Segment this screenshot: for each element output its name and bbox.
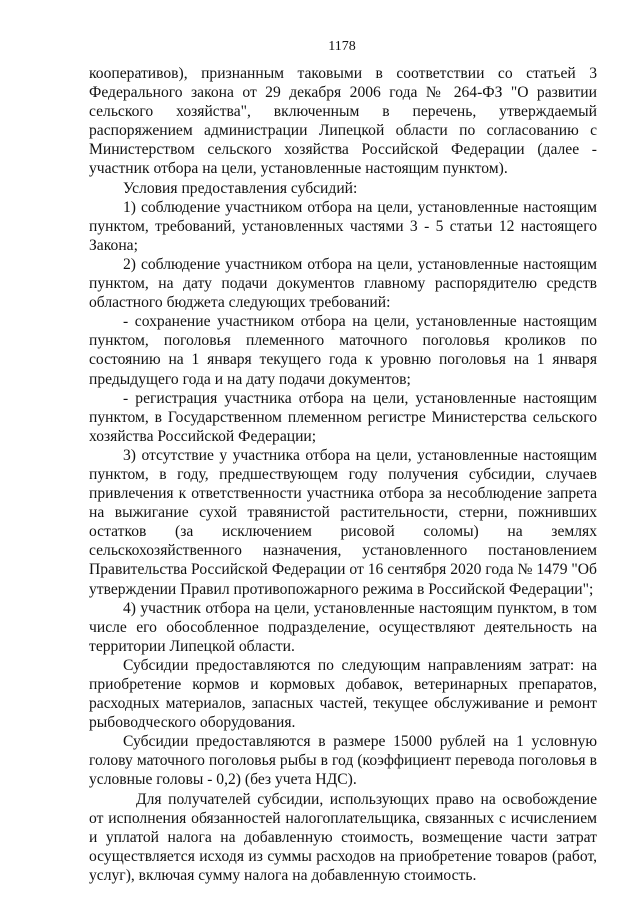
document-body	[89, 64, 597, 885]
paragraph-cost-directions: Субсидии предоставляются по следующим направлениям затрат: на приобретение кормов и кормовых добавок, ветеринарных препаратов, расходных материалов, запасных частей, текущее обслуживание и ремонт рыбоводческого оборудования.	[89, 656, 597, 732]
paragraph-condition-2: 2) соблюдение участником отбора на цели, установленные настоящим пунктом, на дату подачи документов главному распорядителю средств областного бюджета следующих требований:	[89, 255, 597, 312]
paragraph-subsidy-amount: Субсидии предоставляются в размере 15000 рублей на 1 условную голову маточного поголовья рыбы в год (коэффициент перевода поголовья в условные головы - 0,2) (без учета НДС).	[89, 733, 597, 789]
paragraph-condition-1: 1) соблюдение участником отбора на цели, установленные настоящим пунктом, требований, установленных частями 3 - 5 статьи 12 настоящего Закона;	[89, 198, 597, 254]
paragraph-vat-note: Для получателей субсидии, использующих право на освобождение от исполнения обязанностей налогоплательщика, связанных с исчислением и уплатой налога на добавленную стоимость, возмещение части затрат осуществляется исходя из суммы расходов на приобретение товаров (работ, услуг), включая сумму налога на добавленную стоимость.	[89, 790, 597, 884]
paragraph-condition-4: 4) участник отбора на цели, установленные настоящим пунктом, в том числе его обособленное подразделение, осуществляют деятельность на территории Липецкой области.	[89, 599, 597, 655]
paragraph-condition-2-item-registry: - регистрация участника отбора на цели, установленные настоящим пунктом, в Государственном племенном регистре Министерства сельского хозяйства Российской Федерации;	[89, 389, 597, 445]
paragraph-condition-2-item-livestock: - сохранение участником отбора на цели, установленные настоящим пунктом, поголовья племенного маточного поголовья кроликов по состоянию на 1 января текущего года к уровню поголовья на 1 января предыдущего года и на дату подачи документов;	[89, 313, 597, 388]
page-number: 1178	[328, 39, 356, 54]
paragraph-condition-3: 3) отсутствие у участника отбора на цели, установленные настоящим пунктом, в году, предшествующем году получения субсидии, случаев привлечения к ответственности участника отбора за несоблюдение запрета на выжигание сухой травянистой растительности, стерни, пожнивших остатков (за исключением рисовой соломы) на землях сельскохозяйственного назначения, установленного постановлением Правительства Российской Федерации от 16 сентября 2020 года № 1479 "Об утверждении Правил противопожарного режима в Российской Федерации";	[89, 446, 597, 598]
paragraph-conditions-heading: Условия предоставления субсидий:	[123, 179, 358, 197]
paragraph-continuation: кооперативов), признанным таковыми в соответствии со статьей 3 Федерального закона от 29 декабря 2006 года № 264-ФЗ "О развитии сельского хозяйства", включенным в перечень, утверждаемый распоряжением администрации Липецкой области по согласованию с Министерством сельского хозяйства Российской Федерации (далее - участник отбора на цели, установленные настоящим пунктом).	[89, 65, 597, 178]
